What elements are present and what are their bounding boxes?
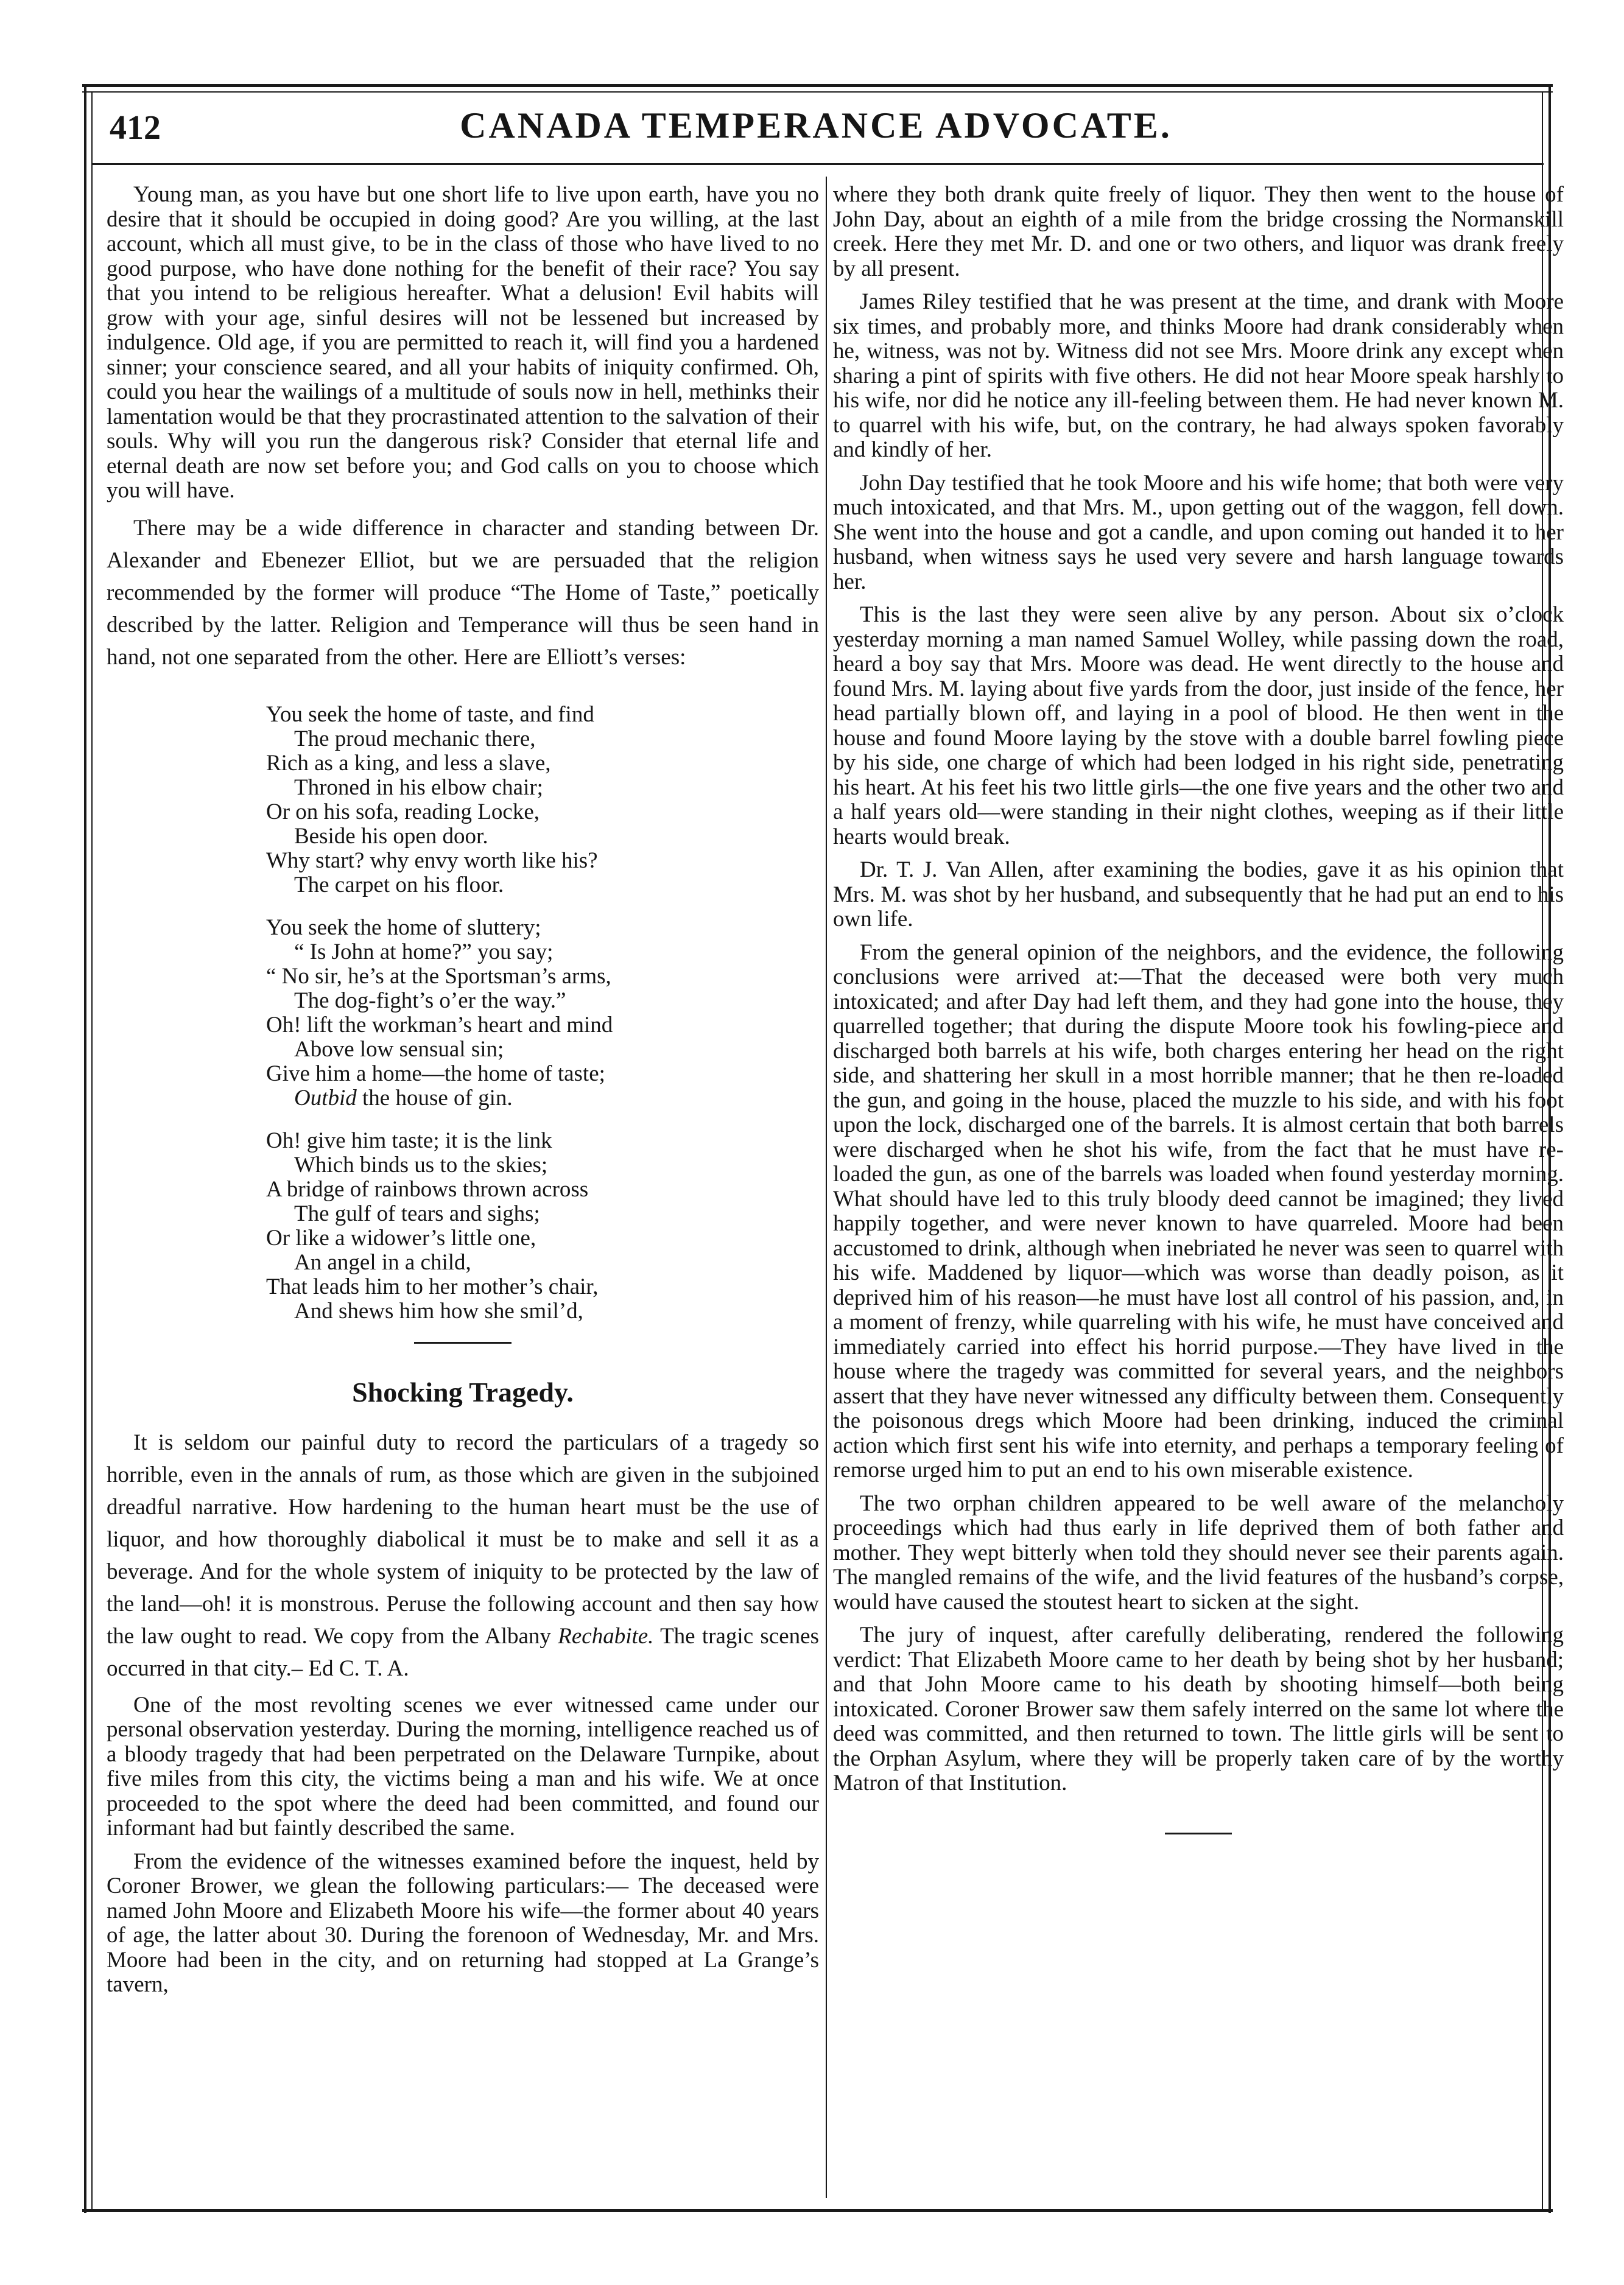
paragraph-continued: where they both drank quite freely of liquor. They then went to the house of John Day, about an eighth of a mile from the bridge crossing the Normanskill creek. Here they met Mr. D. and one or two others, and liquor was drank freely by all present. [833, 182, 1564, 281]
poem-line: Or on his sofa, reading Locke, [266, 799, 540, 824]
left-column [107, 183, 819, 2006]
poem-line: And shews him how she smil’d, [294, 1298, 583, 1324]
poem-line: An angel in a child, [294, 1249, 471, 1275]
poem-line: Throned in his elbow chair; [294, 774, 543, 800]
paragraph-discovery: This is the last they were seen alive by any person. About six o’clock yesterday morning a man named Samuel Wolley, while passing down the road, heard a boy say that Mrs. Moore was dead. He went directly to the house and found Mrs. M. laying about five yards from the door, just inside of the fence, her head partially blown off, and laying in a pool of blood. He then went in the house and found Moore laying by the stove with a double barrel fowling piece by his side, one charge of which had been lodged in his right side, penetrating his heart. At his feet his two little girls—the one five years and the other two and a half years old—were standing in their night clothes, weeping as if their little hearts would break. [833, 602, 1564, 849]
masthead-title: CANADA TEMPERANCE ADVOCATE. [460, 105, 1172, 146]
poem-stanza-3 [266, 1129, 819, 1324]
poem-line: Beside his open door. [294, 823, 488, 849]
poem-line [266, 1086, 819, 1111]
paragraph-elliott-intro: There may be a wide difference in character and standing between Dr. Alexander and Ebenezer Elliot, but we are persuaded that the religion recommended by the former will produce “The Home of Taste,” poetically described by the latter. Religion and Temperance will thus be seen hand in hand, not one separated from the other. Here are Elliott’s verses: [107, 515, 819, 670]
paragraph-conclusions: From the general opinion of the neighbors, and the evidence, the following conclusions were arrived at:—That the deceased were both very much intoxicated; and after Day had left them, and they had gone into the house, they quarrelled together; that during the dispute Moore took his fowling-piece and discharged both barrels at his wife, both charges entering her head on the right side, and shattering her skull in a most horrible manner; that he then re-loaded the gun, and going in the house, placed the muzzle to his side, and with his foot upon the lock, discharged one of the barrels. It is almost certain that both barrels were discharged when he shot his wife, from the fact that he must have re-loaded the gun, as one of the barrels was loaded when found yesterday morning. What should have led to this truly bloody deed cannot be imagined; they lived happily together, and were never known to have quarreled. Moore had been accustomed to drink, although when inebriated he never was seen to quarrel with his wife. Maddened by liquor—which was worse than deadly poison, as it deprived him of his reason—he must have lost all control of his passion, and, in a moment of frenzy, while quarreling with his wife, he must have conceived and immediately carried into effect his horrid purpose.—They have lived in the house where the tragedy was committed for several years, and the neighbors assert that they have never witnessed any difficulty between them. Consequently the poisonous dregs which Moore had been drinking, induced the criminal action which first sent his wife into eternity, and perhaps a temporary feeling of remorse urged him to put an end to his own miserable existence. [833, 939, 1564, 1483]
column-divider [826, 177, 827, 2198]
editor-intro-text: It is seldom our painful duty to record the particulars of a tragedy so horrible, even in the annals of rum, as those which are given in the subjoined dreadful narrative. How hardening to the human heart must be the use of liquor, and how thoroughly diabolical it must be to make and sell it as a beverage. And for the whole system of iniquity to be protected by the law of the land—oh! it is monstrous. Peruse the following account and then say how the law ought to read. We copy from the Albany [107, 1430, 819, 1649]
page-header [91, 97, 1541, 158]
bottom-rule [82, 2209, 1553, 2212]
paragraph-revolting-scenes: One of the most revolting scenes we ever witnessed came under our personal observation yesterday. During the morning, intelligence reached us of a bloody tragedy that had been perpetrated on the Delaware Turnpike, about five miles from this city, the victims being a man and his wife. We at once proceeded to the spot where the deed had been committed, and found our informant had but faintly described the same. [107, 1692, 819, 1841]
poem-line: You seek the home of taste, and find [266, 701, 594, 727]
end-rule [1165, 1833, 1232, 1834]
header-underline [91, 163, 1544, 165]
poem-line: “ No sir, he’s at the Sportsman’s arms, [266, 963, 611, 989]
paragraph-doctor-opinion: Dr. T. J. Van Allen, after examining the bodies, gave it as his opinion that Mrs. M. was shot by her husband, and subsequently that he had put an end to his own life. [833, 857, 1564, 932]
poem-line: Why start? why envy worth like his? [266, 848, 598, 873]
poem-line: Oh! lift the workman’s heart and mind [266, 1012, 613, 1037]
right-column [833, 183, 1564, 1866]
paragraph-young-man: Young man, as you have but one short life to live upon earth, have you no desire that it should be occupied in doing good? Are you willing, at the last account, which all must give, to be in the class of those who have lived to no good purpose, who have done nothing for the benefit of their race? You say that you intend to be religious hereafter. What a delusion! Evil habits will grow with your age, sinful desires will not be lessened but increased by indulgence. Old age, if you are permitted to reach it, will find you a hardened sinner; your conscience seared, and all your habits of iniquity confirmed. Oh, could you hear the wailings of a multitude of souls now in hell, methinks their lamentation would be that they procrastinated attention to the salvation of their souls. Why will you run the dangerous risk? Consider that eternal life and eternal death are now set before you; and God calls on you to choose which you will have. [107, 182, 819, 503]
poem-line-end: the house of gin. [362, 1085, 513, 1111]
poem-stanza-2 [266, 916, 819, 1111]
top-double-rule-inner [82, 91, 1553, 93]
poem-line: The gulf of tears and sighs; [294, 1201, 540, 1226]
poem-word-outbid: Outbid [294, 1085, 357, 1111]
paragraph-editor-intro [107, 1427, 819, 1685]
poem-line: Which binds us to the skies; [294, 1152, 548, 1178]
poem-line: You seek the home of sluttery; [266, 914, 541, 940]
poem-line: Rich as a king, and less a slave, [266, 750, 551, 776]
paragraph-evidence: From the evidence of the witnesses examined before the inquest, held by Coroner Brower, we glean the following particulars:— The deceased were named John Moore and Elizabeth Moore his wife—the former about 40 years of age, the latter about 30. During the forenoon of Wednesday, Mr. and Mrs. Moore had been in the city, and on returning had stopped at La Grange’s tavern, [107, 1848, 819, 1997]
poem-line: Or like a widower’s little one, [266, 1225, 536, 1251]
left-border-inner [91, 91, 93, 2210]
poem-line: “ Is John at home?” you say; [294, 939, 554, 964]
left-border [84, 85, 86, 2213]
poem-stanza-1 [266, 703, 819, 897]
article-title: Shocking Tragedy. [352, 1376, 574, 1408]
poem-line: The carpet on his floor. [294, 872, 504, 897]
source-paper-name: Rechabite. [558, 1623, 654, 1649]
poem-line: Give him a home—the home of taste; [266, 1061, 605, 1086]
paragraph-orphans: The two orphan children appeared to be well aware of the melancholy proceedings which had thus early in life deprived them of both father and mother. They wept bitterly when told they should never see their parents again. The mangled remains of the wife, and the livid features of the husband’s corpse, would have caused the stoutest heart to sicken at the sight. [833, 1490, 1564, 1615]
paragraph-riley-testimony: James Riley testified that he was present at the time, and drank with Moore six times, and probably more, and thinks Moore had drank considerably when he, witness, was not by. Witness did not see Mrs. Moore drink any except when sharing a pint of spirits with five others. He did not hear Moore speak harshly to his wife, nor did he notice any ill-feeling between them. He had never known M. to quarrel with his wife, but, on the contrary, he had always spoken favorably and kindly of her. [833, 289, 1564, 462]
editor-intro-tail: The tragic scenes occurred in that city.– Ed C. T. A. [107, 1623, 819, 1681]
poem-line: That leads him to her mother’s chair, [266, 1274, 599, 1299]
poem-line: A bridge of rainbows thrown across [266, 1176, 589, 1202]
paragraph-day-testimony: John Day testified that he took Moore and his wife home; that both were very much intoxicated, and that Mrs. M., upon getting out of the waggon, fell down. She went into the house and got a candle, and upon coming out handed it to her husband, when witness says he used very severe and harsh language towards her. [833, 470, 1564, 594]
poem-line: Above low sensual sin; [294, 1036, 504, 1062]
top-double-rule-outer [82, 84, 1553, 87]
poem-home-of-taste [266, 703, 819, 1324]
page-number: 412 [110, 109, 161, 147]
section-divider-rule [414, 1342, 511, 1344]
paragraph-verdict: The jury of inquest, after carefully deliberating, rendered the following verdict: That Elizabeth Moore came to her death by being shot by her husband; and that John Moore came to his death by shooting himself—both being intoxicated. Coroner Brower saw them safely interred on the same lot where the deed was committed, and then returned to town. The little girls will be sent to the Orphan Asylum, where they will be properly taken care of by the worthy Matron of that Institution. [833, 1623, 1564, 1795]
poem-line: The dog-fight’s o’er the way.” [294, 988, 566, 1013]
poem-line: The proud mechanic there, [294, 726, 536, 751]
poem-line: Oh! give him taste; it is the link [266, 1128, 552, 1153]
